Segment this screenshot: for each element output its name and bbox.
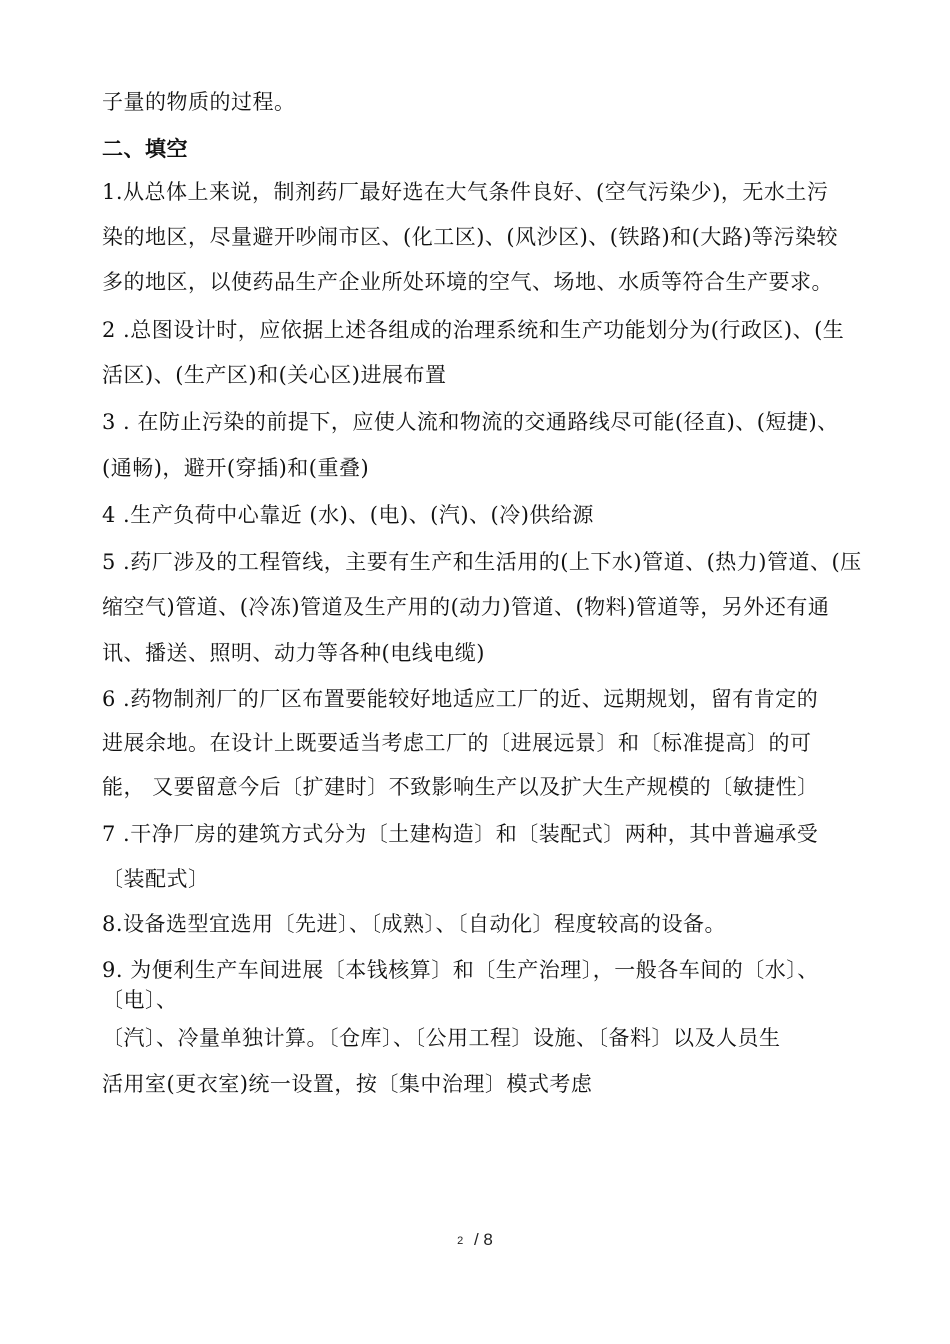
- text-line: 〔汽〕、冷量单独计算。〔仓库〕、〔公用工程〕设施、〔备料〕以及人员生: [102, 1026, 781, 1050]
- text-line: 能， 又要留意今后〔扩建时〕不致影响生产以及扩大生产规模的〔敏捷性〕: [102, 775, 819, 799]
- text-line: 活区)、(生产区)和(关心区)进展布置: [102, 363, 447, 387]
- text-line: 9. 为便利生产车间进展〔本钱核算〕和〔生产治理〕，一般各车间的〔水〕、: [102, 958, 819, 982]
- text-line: 多的地区，以使药品生产企业所处环境的空气、场地、水质等符合生产要求。: [102, 270, 833, 294]
- page-footer: [0, 1230, 950, 1250]
- text-line: 5 .药厂涉及的工程管线，主要有生产和生活用的(上下水)管道、(热力)管道、(压: [102, 550, 862, 574]
- text-line: 7 .干净厂房的建筑方式分为〔土建构造〕和〔装配式〕两种，其中普遍承受: [102, 822, 819, 846]
- text-line: 〔电〕、: [102, 988, 178, 1012]
- text-line: 2 .总图设计时，应依据上述各组成的治理系统和生产功能划分为(行政区)、(生: [102, 318, 845, 342]
- text-line: 〔装配式〕: [102, 867, 210, 891]
- text-line: 缩空气)管道、(冷冻)管道及生产用的(动力)管道、(物料)管道等，另外还有通: [102, 595, 830, 619]
- text-line: 染的地区，尽量避开吵闹市区、(化工区)、(风沙区)、(铁路)和(大路)等污染较: [102, 225, 839, 249]
- current-page-number: 2: [457, 1235, 464, 1247]
- text-line: 8.设备选型宜选用〔先进〕、〔成熟〕、〔自动化〕程度较高的设备。: [102, 912, 727, 936]
- total-pages: / 8: [469, 1230, 493, 1249]
- text-line: 4 .生产负荷中心靠近 (水)、(电)、(汽)、(冷)供给源: [102, 503, 594, 527]
- text-line: (通畅)，避开(穿插)和(重叠): [102, 456, 370, 480]
- text-line: 讯、播送、照明、动力等各种(电线电缆): [102, 641, 485, 665]
- text-line: 子量的物质的过程。: [102, 90, 296, 114]
- text-line: 1.从总体上来说，制剂药厂最好选在大气条件良好、(空气污染少)，无水土污: [102, 180, 829, 204]
- text-line: 活用室(更衣室)统一设置，按〔集中治理〕模式考虑: [102, 1072, 593, 1096]
- section-heading: 二、填空: [102, 137, 188, 161]
- text-line: 进展余地。在设计上既要适当考虑工厂的〔进展远景〕和〔标准提高〕的可: [102, 731, 812, 755]
- text-line: 3 . 在防止污染的前提下，应使人流和物流的交通路线尽可能(径直)、(短捷)、: [102, 410, 839, 434]
- text-line: 6 .药物制剂厂的厂区布置要能较好地适应工厂的近、远期规划，留有肯定的: [102, 687, 819, 711]
